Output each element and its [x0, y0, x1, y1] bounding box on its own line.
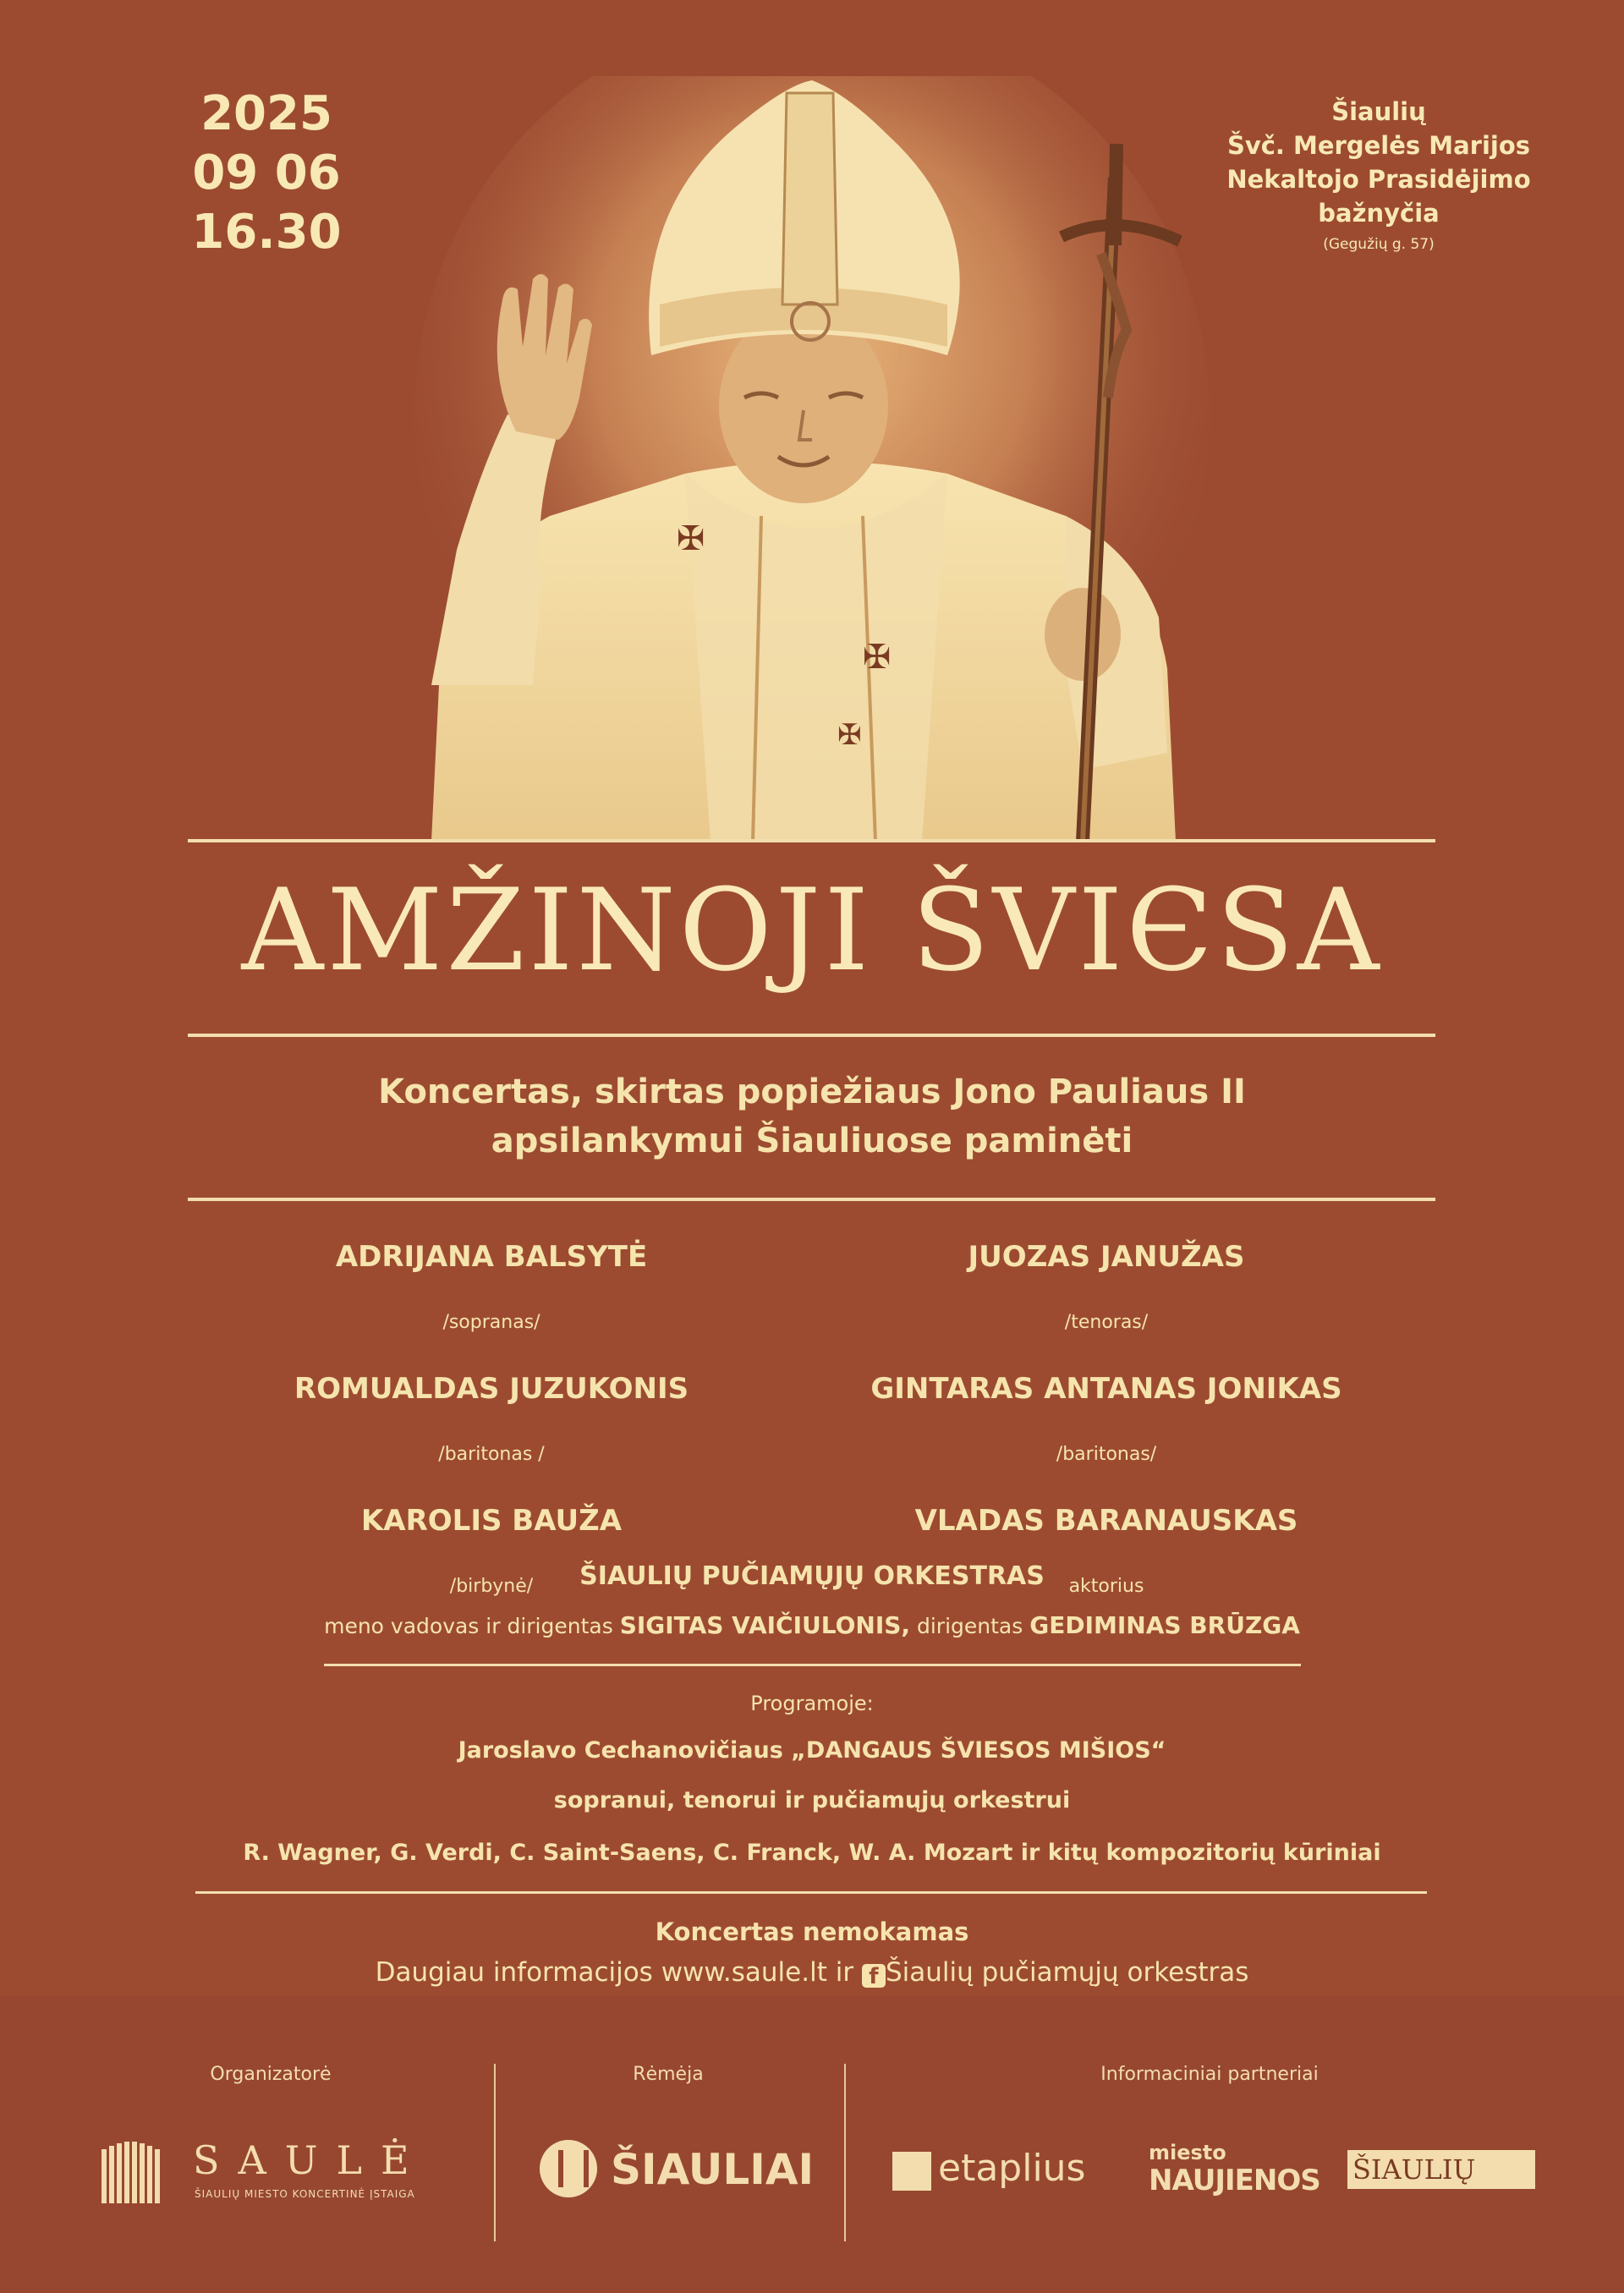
performer-role: aktorius [1068, 1576, 1144, 1597]
partners-label: Informaciniai partneriai [1100, 2064, 1319, 2085]
saule-subtitle: ŠIAULIŲ MIESTO KONCERTINĖ ĮSTAIGA [195, 2188, 415, 2200]
etaplius-name: etaplius [938, 2147, 1086, 2190]
sponsor-label: Rėmėja [633, 2064, 704, 2085]
event-date [169, 85, 364, 262]
program-label: Programoje: [750, 1692, 874, 1715]
more-info-text: Daugiau informacijos www.saule.lt ir [375, 1957, 862, 1988]
more-info [0, 1954, 1624, 1991]
sun-rider-icon [558, 2150, 589, 2187]
conductor-name: GEDIMINAS BRŪZGA [1029, 1611, 1300, 1639]
program-line: R. Wagner, G. Verdi, C. Saint-Saens, C. Franck, W. A. Mozart ir kitų kompozitorių kūriniai [243, 1840, 1381, 1866]
venue-address: (Gegužių g. 57) [1323, 236, 1435, 253]
footer [0, 1996, 1624, 2293]
miesto-text: miesto [1149, 2141, 1226, 2164]
svg-text:✠: ✠ [863, 638, 892, 677]
performer-name: GINTARAS ANTANAS JONIKAS [870, 1372, 1342, 1406]
pope-photo [406, 76, 1218, 842]
divider-rule [188, 1198, 1435, 1201]
divider-rule [188, 1034, 1435, 1037]
subtitle-line: Koncertas, skirtas popiežiaus Jono Pauliaus II [378, 1072, 1246, 1111]
performers-left [153, 1240, 830, 1604]
footer-divider [494, 2064, 496, 2241]
event-day: 09 06 [192, 145, 341, 200]
performer-role: /tenoras/ [1064, 1312, 1149, 1333]
conductor-prefix: dirigentas [910, 1614, 1030, 1638]
performers-right [768, 1240, 1445, 1604]
organizer-label: Organizatorė [210, 2064, 332, 2085]
svg-text:✠: ✠ [837, 718, 862, 752]
partner-logo [1347, 2150, 1535, 2189]
program-line: Jaroslavo Cechanovičiaus „DANGAUS ŠVIESOS MIŠIOS“ [458, 1737, 1166, 1764]
siauliai-logo [540, 2138, 815, 2206]
divider-rule [188, 839, 1435, 842]
orchestra-name: ŠIAULIŲ PUČIAMŲJŲ ORKESTRAS [579, 1561, 1045, 1591]
event-time: 16.30 [191, 205, 342, 260]
director-name: SIGITAS VAIČIULONIS, [619, 1611, 911, 1639]
venue-line: Šiaulių [1331, 97, 1426, 126]
event-year: 2025 [200, 86, 332, 141]
director-prefix: meno vadovas ir dirigentas [324, 1614, 620, 1638]
divider-rule [195, 1891, 1427, 1894]
facebook-icon: f [862, 1964, 886, 1988]
saule-name: SAULĖ [193, 2137, 428, 2183]
concert-subtitle [0, 1067, 1624, 1166]
etaplius-logo [892, 2147, 1112, 2197]
divider-rule [324, 1664, 1301, 1666]
free-entry: Koncertas nemokamas [655, 1917, 969, 1946]
performer-name: JUOZAS JANUŽAS [968, 1240, 1245, 1274]
etaplius-grid-icon [892, 2152, 931, 2191]
facebook-page: Šiaulių pučiamųjų orkestras [885, 1957, 1249, 1988]
orchestra-directors [0, 1610, 1624, 1643]
performer-role: /birbynė/ [449, 1576, 534, 1597]
saule-logo [100, 2136, 455, 2212]
performer-name: ROMUALDAS JUZUKONIS [294, 1372, 689, 1406]
venue-line: Švč. Mergelės Marijos [1226, 131, 1531, 160]
program-line: sopranui, tenorui ir pučiamųjų orkestrui [553, 1787, 1071, 1813]
footer-divider [844, 2064, 846, 2241]
venue-line: bažnyčia [1318, 199, 1440, 228]
performer-role: /baritonas / [438, 1444, 545, 1465]
venue [1184, 95, 1573, 259]
concert-title: AMŽINOJI ŠVIЄSA [241, 864, 1383, 996]
performer-name: KAROLIS BAUŽA [360, 1504, 623, 1538]
organ-pipes-icon [100, 2141, 166, 2207]
miesto-naujienos-logo [1149, 2142, 1318, 2201]
naujienos-text: NAUJIENOS [1149, 2164, 1320, 2197]
svg-text:✠: ✠ [677, 519, 705, 558]
venue-line: Nekaltojo Prasidėjimo [1226, 165, 1531, 194]
subtitle-line: apsilankymui Šiauliuose paminėti [491, 1122, 1133, 1160]
performer-role: /sopranas/ [442, 1312, 540, 1333]
partner-name: ŠIAULIŲ [1352, 2153, 1476, 2186]
performer-role: /baritonas/ [1056, 1444, 1157, 1465]
performer-name: VLADAS BARANAUSKAS [914, 1504, 1298, 1538]
performer-name: ADRIJANA BALSYTĖ [335, 1240, 648, 1274]
siauliai-name: ŠIAULIAI [611, 2145, 815, 2194]
